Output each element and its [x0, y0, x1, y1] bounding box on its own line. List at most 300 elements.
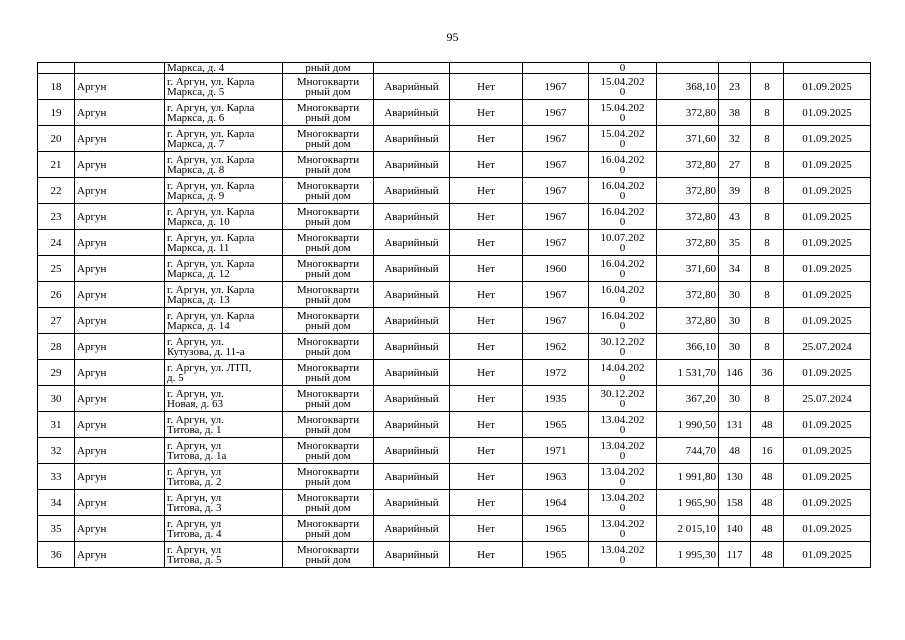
cell-deadline: 01.09.2025	[784, 360, 871, 386]
type-line-2: рный дом	[305, 501, 351, 514]
date-line-1: 13.04.202	[600, 413, 645, 426]
cell-number: 23	[38, 204, 75, 230]
table-row	[38, 308, 871, 334]
cell-address	[165, 126, 283, 152]
cell-status: Аварийный	[374, 334, 450, 360]
cell-building-type	[283, 490, 374, 516]
cell-area: 1 995,30	[657, 542, 719, 568]
cell-year: 1967	[523, 74, 589, 100]
address-line-2: Маркса, д. 6	[167, 111, 225, 124]
cell-building-type: рный дом	[283, 63, 374, 74]
cell-number: 35	[38, 516, 75, 542]
cell-flag: Нет	[450, 490, 523, 516]
table-row	[38, 126, 871, 152]
address-line-1: г. Аргун, ул. Карла	[167, 179, 255, 192]
cell-count-1: 39	[719, 178, 751, 204]
type-line-2: рный дом	[305, 241, 351, 254]
cell-count-2: 8	[751, 334, 784, 360]
table-row	[38, 438, 871, 464]
cell-area: 1 531,70	[657, 360, 719, 386]
cell-date	[589, 438, 657, 464]
address-line-1: г. Аргун, ул. Карла	[167, 231, 255, 244]
address-line-2: Маркса, д. 10	[167, 215, 230, 228]
address-line-2: д. 5	[167, 371, 184, 384]
address-line-1: г. Аргун, ул. Карла	[167, 257, 255, 270]
cell-year: 1967	[523, 126, 589, 152]
address-line-2: Титова, д. 3	[167, 501, 222, 514]
cell-status: Аварийный	[374, 282, 450, 308]
cell-flag: Нет	[450, 100, 523, 126]
cell-address	[165, 464, 283, 490]
cell-building-type	[283, 282, 374, 308]
cell-deadline: 01.09.2025	[784, 438, 871, 464]
cell-count-2: 8	[751, 178, 784, 204]
table-row	[38, 516, 871, 542]
cell-number: 21	[38, 152, 75, 178]
date-line-1: 16.04.202	[600, 205, 645, 218]
cell-city: Аргун	[75, 516, 165, 542]
cell-building-type	[283, 126, 374, 152]
type-line-1: Многокварти	[296, 465, 360, 478]
address-line-2: Титова, д. 1а	[167, 449, 227, 462]
cell-address	[165, 412, 283, 438]
cell-count-1: 146	[719, 360, 751, 386]
cell-flag: Нет	[450, 282, 523, 308]
address-line-1: г. Аргун, ул. Карла	[167, 127, 255, 140]
cell-year: 1967	[523, 230, 589, 256]
cell-count-1: 131	[719, 412, 751, 438]
date-line-2: 0	[619, 475, 626, 488]
cell-number: 18	[38, 74, 75, 100]
date-line-1: 14.04.202	[600, 361, 645, 374]
cell-building-type	[283, 230, 374, 256]
cell-address: Маркса, д. 4	[165, 63, 283, 74]
cell-date	[589, 178, 657, 204]
type-line-2: рный дом	[305, 163, 351, 176]
date-line-1: 15.04.202	[600, 101, 645, 114]
cell-deadline: 25.07.2024	[784, 334, 871, 360]
cell-area: 744,70	[657, 438, 719, 464]
cell-address	[165, 516, 283, 542]
type-line-1: Многокварти	[296, 75, 360, 88]
cell-address	[165, 542, 283, 568]
cell-status: Аварийный	[374, 126, 450, 152]
cell-flag: Нет	[450, 256, 523, 282]
address-line-1: г. Аргун, ул. ЛТП,	[167, 361, 252, 374]
cell-deadline: 01.09.2025	[784, 178, 871, 204]
cell-number	[38, 63, 75, 74]
cell-flag: Нет	[450, 464, 523, 490]
table-row	[38, 256, 871, 282]
cell-count-1: 140	[719, 516, 751, 542]
cell-city: Аргун	[75, 334, 165, 360]
cell-year: 1967	[523, 308, 589, 334]
cell-count-1: 35	[719, 230, 751, 256]
cell-year: 1967	[523, 204, 589, 230]
type-line-2: рный дом	[305, 85, 351, 98]
cell-area: 367,20	[657, 386, 719, 412]
cell-number: 27	[38, 308, 75, 334]
cell-address	[165, 230, 283, 256]
cell-city: Аргун	[75, 152, 165, 178]
page-number: 95	[446, 30, 459, 44]
address-line-2: Маркса, д. 5	[167, 85, 225, 98]
cell-area: 372,80	[657, 178, 719, 204]
date-line-1: 13.04.202	[600, 517, 645, 530]
table-row	[38, 464, 871, 490]
address-line-1: г. Аргун, ул.	[167, 335, 224, 348]
cell-year: 1971	[523, 438, 589, 464]
cell-count-1: 30	[719, 334, 751, 360]
table-row	[38, 542, 871, 568]
cell-address	[165, 386, 283, 412]
cell-deadline: 01.09.2025	[784, 126, 871, 152]
cell-count-2: 8	[751, 204, 784, 230]
address-line-1: г. Аргун, ул.	[167, 387, 224, 400]
cell-area: 371,60	[657, 256, 719, 282]
address-line-1: г. Аргун, ул. Карла	[167, 283, 255, 296]
cell-area: 1 990,50	[657, 412, 719, 438]
cell-status: Аварийный	[374, 516, 450, 542]
date-line-1: 15.04.202	[600, 127, 645, 140]
type-line-2: рный дом	[305, 137, 351, 150]
date-line-2: 0	[619, 293, 626, 306]
cell-count-1: 30	[719, 282, 751, 308]
cell-building-type	[283, 542, 374, 568]
cell-deadline: 01.09.2025	[784, 412, 871, 438]
address-line-2: Маркса, д. 7	[167, 137, 225, 150]
cell-status: Аварийный	[374, 438, 450, 464]
cell-city: Аргун	[75, 204, 165, 230]
table-row	[38, 230, 871, 256]
housing-registry-table	[37, 62, 871, 568]
table-row	[38, 386, 871, 412]
cell-number: 36	[38, 542, 75, 568]
continuation-row	[38, 63, 871, 74]
cell-building-type	[283, 464, 374, 490]
cell-city: Аргун	[75, 230, 165, 256]
cell-flag: Нет	[450, 516, 523, 542]
date-line-2: 0	[619, 527, 626, 540]
date-line-2: 0	[619, 189, 626, 202]
cell-flag: Нет	[450, 542, 523, 568]
cell-area	[657, 63, 719, 74]
cell-deadline: 01.09.2025	[784, 282, 871, 308]
date-line-2: 0	[619, 501, 626, 514]
cell-year	[523, 63, 589, 74]
address-line-1: г. Аргун, ул.	[167, 413, 224, 426]
cell-year: 1972	[523, 360, 589, 386]
date-line-2: 0	[619, 553, 626, 566]
table-row	[38, 412, 871, 438]
cell-count-1: 38	[719, 100, 751, 126]
cell-building-type	[283, 74, 374, 100]
cell-count-1: 30	[719, 386, 751, 412]
cell-date	[589, 412, 657, 438]
table-row	[38, 334, 871, 360]
address-line-1: г. Аргун, ул. Карла	[167, 153, 255, 166]
cell-year: 1935	[523, 386, 589, 412]
type-line-1: Многокварти	[296, 335, 360, 348]
date-line-2: 0	[619, 215, 626, 228]
cell-date	[589, 386, 657, 412]
cell-year: 1967	[523, 152, 589, 178]
cell-count-2: 48	[751, 490, 784, 516]
cell-count-2: 8	[751, 386, 784, 412]
table-row	[38, 152, 871, 178]
cell-area: 372,80	[657, 308, 719, 334]
cell-count-2: 48	[751, 464, 784, 490]
cell-deadline	[784, 63, 871, 74]
address-line-2: Титова, д. 5	[167, 553, 222, 566]
type-line-2: рный дом	[305, 345, 351, 358]
type-line-2: рный дом	[305, 423, 351, 436]
address-line-2: Титова, д. 2	[167, 475, 222, 488]
cell-status: Аварийный	[374, 230, 450, 256]
cell-flag: Нет	[450, 74, 523, 100]
cell-count-2: 36	[751, 360, 784, 386]
date-line-2: 0	[619, 267, 626, 280]
cell-address	[165, 100, 283, 126]
address-line-2: Маркса, д. 11	[167, 241, 230, 254]
type-line-2: рный дом	[305, 215, 351, 228]
cell-building-type	[283, 386, 374, 412]
cell-count-2: 48	[751, 542, 784, 568]
address-line-2: Маркса, д. 12	[167, 267, 230, 280]
cell-address	[165, 282, 283, 308]
cell-area: 372,80	[657, 282, 719, 308]
cell-year: 1962	[523, 334, 589, 360]
cell-count-1: 117	[719, 542, 751, 568]
cell-year: 1965	[523, 516, 589, 542]
date-line-2: 0	[619, 319, 626, 332]
type-line-2: рный дом	[305, 553, 351, 566]
type-line-1: Многокварти	[296, 543, 360, 556]
cell-city: Аргун	[75, 256, 165, 282]
date-line-1: 15.04.202	[600, 75, 645, 88]
cell-deadline: 01.09.2025	[784, 308, 871, 334]
cell-year: 1963	[523, 464, 589, 490]
cell-area: 1 965,90	[657, 490, 719, 516]
cell-status: Аварийный	[374, 74, 450, 100]
cell-building-type	[283, 334, 374, 360]
cell-city: Аргун	[75, 282, 165, 308]
date-line-1: 13.04.202	[600, 491, 645, 504]
cell-count-2	[751, 63, 784, 74]
cell-building-type	[283, 178, 374, 204]
cell-address	[165, 178, 283, 204]
address-line-2: Маркса, д. 8	[167, 163, 225, 176]
cell-flag: Нет	[450, 126, 523, 152]
cell-deadline: 01.09.2025	[784, 204, 871, 230]
cell-number: 20	[38, 126, 75, 152]
cell-deadline: 01.09.2025	[784, 74, 871, 100]
cell-year: 1960	[523, 256, 589, 282]
cell-address	[165, 360, 283, 386]
cell-year: 1967	[523, 282, 589, 308]
date-line-2: 0	[619, 423, 626, 436]
cell-count-1: 34	[719, 256, 751, 282]
type-line-1: Многокварти	[296, 101, 360, 114]
cell-address	[165, 256, 283, 282]
cell-address	[165, 490, 283, 516]
date-line-1: 16.04.202	[600, 257, 645, 270]
date-line-2: 0	[619, 371, 626, 384]
date-line-1: 16.04.202	[600, 283, 645, 296]
cell-flag: Нет	[450, 334, 523, 360]
type-line-1: Многокварти	[296, 179, 360, 192]
cell-count-1	[719, 63, 751, 74]
cell-city: Аргун	[75, 74, 165, 100]
cell-flag: Нет	[450, 412, 523, 438]
cell-number: 34	[38, 490, 75, 516]
cell-year: 1965	[523, 542, 589, 568]
cell-number: 30	[38, 386, 75, 412]
cell-count-2: 8	[751, 230, 784, 256]
table-row	[38, 204, 871, 230]
cell-city: Аргун	[75, 100, 165, 126]
cell-address	[165, 308, 283, 334]
cell-date	[589, 490, 657, 516]
cell-count-2: 8	[751, 74, 784, 100]
cell-flag: Нет	[450, 386, 523, 412]
cell-status: Аварийный	[374, 412, 450, 438]
cell-city: Аргун	[75, 308, 165, 334]
table-body	[38, 63, 871, 568]
date-line-2: 0	[619, 397, 626, 410]
cell-date	[589, 152, 657, 178]
cell-building-type	[283, 308, 374, 334]
address-line-1: г. Аргун, ул	[167, 439, 222, 452]
cell-address	[165, 74, 283, 100]
address-line-1: г. Аргун, ул	[167, 543, 222, 556]
cell-city: Аргун	[75, 126, 165, 152]
cell-building-type	[283, 152, 374, 178]
cell-deadline: 01.09.2025	[784, 542, 871, 568]
cell-area: 366,10	[657, 334, 719, 360]
cell-building-type	[283, 360, 374, 386]
cell-city: Аргун	[75, 464, 165, 490]
cell-flag: Нет	[450, 438, 523, 464]
cell-status: Аварийный	[374, 204, 450, 230]
cell-date	[589, 464, 657, 490]
cell-status: Аварийный	[374, 360, 450, 386]
cell-number: 33	[38, 464, 75, 490]
type-line-1: Многокварти	[296, 361, 360, 374]
cell-date	[589, 308, 657, 334]
cell-deadline: 01.09.2025	[784, 152, 871, 178]
cell-count-2: 16	[751, 438, 784, 464]
cell-number: 19	[38, 100, 75, 126]
cell-city: Аргун	[75, 360, 165, 386]
cell-date	[589, 334, 657, 360]
cell-year: 1965	[523, 412, 589, 438]
table-row	[38, 100, 871, 126]
address-line-2: Маркса, д. 14	[167, 319, 230, 332]
date-line-2: 0	[619, 85, 626, 98]
cell-flag: Нет	[450, 204, 523, 230]
cell-address	[165, 152, 283, 178]
cell-flag: Нет	[450, 230, 523, 256]
cell-status: Аварийный	[374, 152, 450, 178]
cell-status: Аварийный	[374, 178, 450, 204]
type-line-1: Многокварти	[296, 257, 360, 270]
cell-date	[589, 230, 657, 256]
type-line-1: Многокварти	[296, 153, 360, 166]
date-line-1: 13.04.202	[600, 439, 645, 452]
address-line-2: Маркса, д. 13	[167, 293, 230, 306]
date-line-1: 16.04.202	[600, 179, 645, 192]
type-line-1: Многокварти	[296, 205, 360, 218]
cell-flag	[450, 63, 523, 74]
address-line-2: Маркса, д. 9	[167, 189, 225, 202]
cell-area: 2 015,10	[657, 516, 719, 542]
cell-count-1: 30	[719, 308, 751, 334]
type-line-2: рный дом	[305, 449, 351, 462]
cell-deadline: 01.09.2025	[784, 100, 871, 126]
cell-area: 372,80	[657, 152, 719, 178]
address-line-1: г. Аргун, ул. Карла	[167, 101, 255, 114]
cell-city: Аргун	[75, 490, 165, 516]
cell-city	[75, 63, 165, 74]
cell-count-2: 8	[751, 308, 784, 334]
type-line-1: Многокварти	[296, 231, 360, 244]
cell-building-type	[283, 516, 374, 542]
cell-building-type	[283, 256, 374, 282]
address-line-1: г. Аргун, ул. Карла	[167, 309, 255, 322]
cell-date: 0	[589, 63, 657, 74]
cell-date	[589, 542, 657, 568]
type-line-2: рный дом	[305, 111, 351, 124]
cell-number: 31	[38, 412, 75, 438]
type-line-2: рный дом	[305, 267, 351, 280]
cell-flag: Нет	[450, 308, 523, 334]
cell-address	[165, 204, 283, 230]
address-line-1: г. Аргун, ул	[167, 465, 222, 478]
cell-count-1: 48	[719, 438, 751, 464]
type-line-1: Многокварти	[296, 309, 360, 322]
date-line-1: 13.04.202	[600, 543, 645, 556]
cell-area: 368,10	[657, 74, 719, 100]
type-line-1: Многокварти	[296, 387, 360, 400]
date-line-2: 0	[619, 241, 626, 254]
type-line-1: Многокварти	[296, 283, 360, 296]
cell-address	[165, 438, 283, 464]
cell-number: 24	[38, 230, 75, 256]
date-line-2: 0	[619, 345, 626, 358]
cell-date	[589, 204, 657, 230]
type-line-2: рный дом	[305, 371, 351, 384]
date-line-1: 10.07.202	[600, 231, 645, 244]
cell-year: 1967	[523, 178, 589, 204]
cell-city: Аргун	[75, 412, 165, 438]
cell-number: 32	[38, 438, 75, 464]
cell-number: 25	[38, 256, 75, 282]
cell-status: Аварийный	[374, 308, 450, 334]
cell-deadline: 01.09.2025	[784, 490, 871, 516]
cell-number: 28	[38, 334, 75, 360]
type-line-2: рный дом	[305, 527, 351, 540]
cell-deadline: 01.09.2025	[784, 464, 871, 490]
cell-count-2: 8	[751, 152, 784, 178]
type-line-2: рный дом	[305, 319, 351, 332]
date-line-2: 0	[619, 111, 626, 124]
date-line-1: 13.04.202	[600, 465, 645, 478]
cell-count-1: 27	[719, 152, 751, 178]
cell-area: 372,80	[657, 230, 719, 256]
type-line-2: рный дом	[305, 397, 351, 410]
address-line-2: Новая, д. 63	[167, 397, 224, 410]
